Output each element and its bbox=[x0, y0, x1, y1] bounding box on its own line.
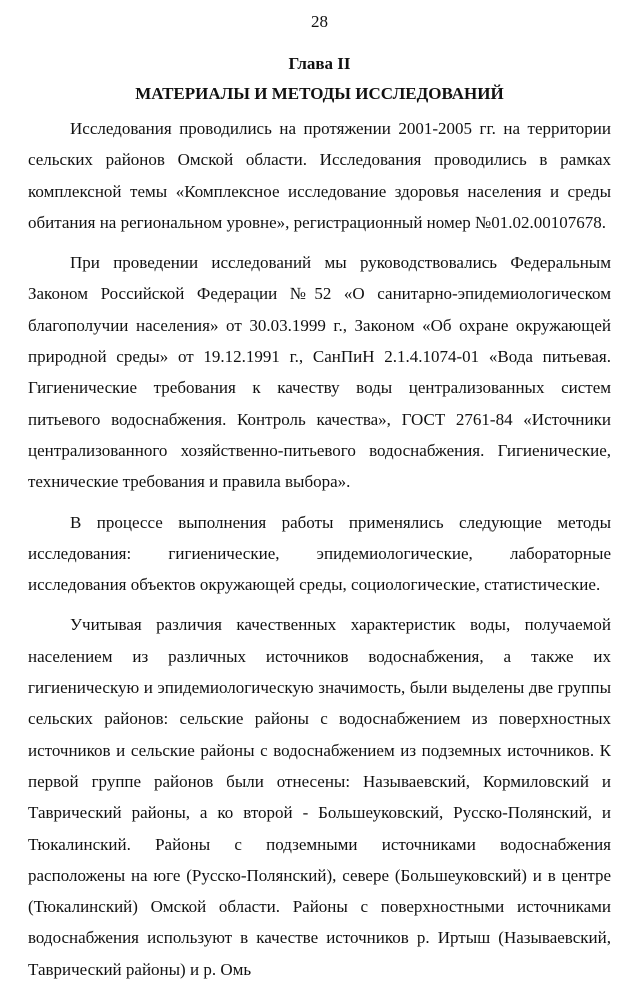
paragraph-4: Учитывая различия качественных характеристик воды, получаемой населением из различных источников водоснабжения, а также их гигиеническую и эпидемиологическую значимость, были выделены две группы сельских районов: сельские районы с водоснабжением из поверхностных источников и сельские районы с водоснабжением из подземных источников. К первой группе районов были отнесены: Называевский, Кормиловский и Таврический районы, а ко второй - Большеуковский, Русско-Полянский, и Тюкалинский. Районы с подземными источниками водоснабжения расположены на юге (Русско-Полянский), севере (Большеуковский) и в центре (Тюкалинский) Омской области. Районы с поверхностными источниками водоснабжения используют в качестве источников р. Иртыш (Называевский, Таврический районы) и р. Омь bbox=[28, 615, 611, 979]
body-text bbox=[28, 113, 611, 985]
paragraph-2: При проведении исследований мы руководствовались Федеральным Законом Российской Федерации №52 «О санитарно-эпидемиологическом благополучии населения» от 30.03.1999 г., Законом «Об охране окружающей природной среды» от 19.12.1991 г., СанПиН 2.1.4.1074-01 «Вода питьевая. Гигиенические требования к качеству воды централизованных систем питьевого водоснабжения. Контроль качества», ГОСТ 2761-84 «Источники централизованного хозяйственно-питьевого водоснабжения. Гигиенические, технические требования и правила выбора». bbox=[28, 253, 611, 492]
section-title: МАТЕРИАЛЫ И МЕТОДЫ ИССЛЕДОВАНИЙ bbox=[135, 84, 504, 103]
chapter-heading: Глава II bbox=[288, 54, 351, 73]
page-number: 28 bbox=[311, 12, 328, 31]
paragraph-3: В процессе выполнения работы применялись следующие методы исследования: гигиенические, эпидемиологические, лабораторные исследования объектов окружающей среды, социологические, статистические. bbox=[28, 512, 611, 595]
paragraph-1: Исследования проводились на протяжении 2001-2005 гг. на территории сельских районов Омской области. Исследования проводились в рамках комплексной темы «Комплексное исследование здоровья населения и среды обитания на региональном уровне», регистрационный номер №01.02.00107678. bbox=[28, 119, 611, 232]
